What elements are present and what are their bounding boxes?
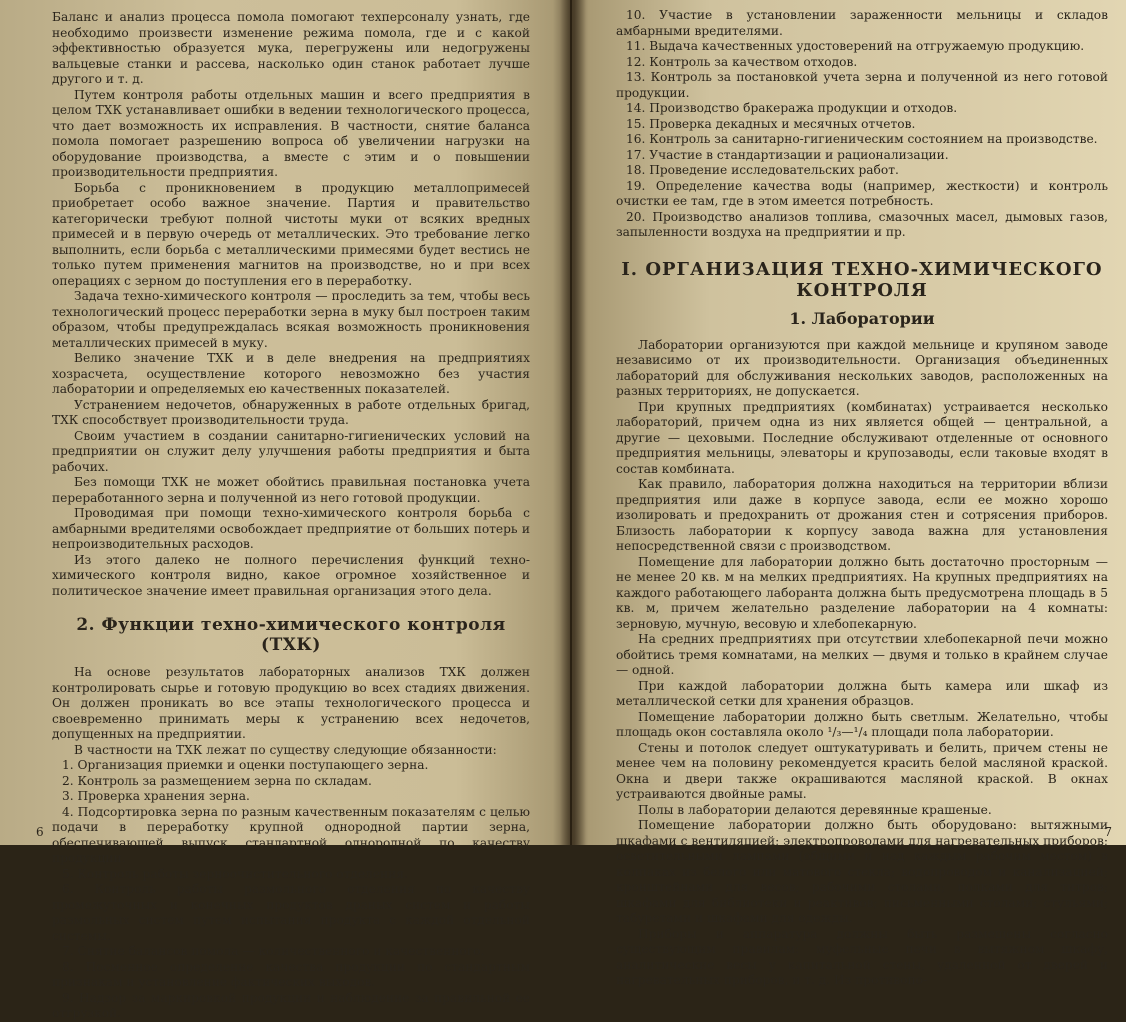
paragraph: Приборы и аппаратура должны быть размещены согласно существующим правилам: муфельные печи в вытяжном шкафу, аналитические весы у капитальной стены, удаленной от дверей и нагревательных приборов, и т. д. Из противопо- xyxy=(616,926,1108,987)
paragraph: Борьба с проникновением в продукцию металлопримесей приобретает особо важное значение. Партия и правительство категорически требуют полной чистоты муки от всяких вредных примесей и в первую очередь от металлических. Это требование легко выполнить, если борьба с металлическими примесями будет вестись не только путем применения магнитов на производстве, но и при всех операциях с зерном до поступления его в переработку. xyxy=(52,180,530,288)
list-item: 16. Контроль за санитарно-гигиеническим состоянием на производстве. xyxy=(626,132,1098,146)
paragraph: При каждой лаборатории должна быть камера или шкаф из металлической сетки для хранения образцов. xyxy=(616,678,1108,708)
paragraph: На средних предприятиях при отсутствии хлебопекарной печи можно обойтись тремя комнатами, на мелких — двумя и только в крайнем случае — одной. xyxy=(616,632,1108,677)
list-item: 9. Надзор за маркировкой продукции и наблюдение за правильной ее отгрузкой. xyxy=(52,990,530,1020)
paragraph: В частности на ТХК лежат по существу следующие обязанности: xyxy=(74,742,497,757)
right-page xyxy=(572,0,1126,987)
list-item: 5. Контроль работы зерноочистительного отделения. xyxy=(62,866,408,881)
paragraph: Устранением недочетов, обнаруженных в работе отдельных бригад, ТХК способствует производительности труда. xyxy=(52,397,530,427)
list-item: 20. Производство анализов топлива, смазочных масел, дымовых газов, запыленности воздуха на предприятии и пр. xyxy=(616,209,1108,239)
list-item: 4. Подсортировка зерна по разным качественным показателям с целью подачи в переработку крупной однородной партии зерна, обеспечивающей выпуск стандартной однородной по качеству продукции. xyxy=(52,804,530,865)
book-gutter xyxy=(560,0,586,845)
list-item: 6. Контроль работы размольного отделения по качеству промежуточных и конечных продуктов драных систем и работы размольных систем путем испытания продукта с каждой отдельной системы. xyxy=(52,882,530,943)
paragraph: Лаборатории организуются при каждой мельнице и крупяном заводе независимо от их производительности. Организация объединенных лабораторий для обслуживания нескольких заводов, расположенных на разных территориях, не допускается. xyxy=(616,337,1108,398)
section-heading-laboratories: 1. Лаборатории xyxy=(789,308,935,328)
list-item: 7. Снятие балансов помола — количественного и качественного. xyxy=(62,944,485,958)
duties-list xyxy=(52,758,530,1022)
right-body-text xyxy=(616,338,1108,989)
left-top-text xyxy=(52,10,530,599)
list-item: 1. Организация приемки и оценки поступающего зерна. xyxy=(62,758,429,772)
paragraph: При крупных предприятиях (комбинатах) устраивается несколько лабораторий, причем одна из них является общей — центральной, а другие — цеховыми. Последние обслуживают отделенные от основного предприятия мельницы, элеваторы и крупозаводы, если таковые входят в состав комбината. xyxy=(616,399,1108,476)
paragraph: Своим участием в создании санитарно-гигиенических условий на предприятии он служит делу улучшения работы предприятия и быта рабочих. xyxy=(52,428,530,474)
paragraph: На основе результатов лабораторных анализов ТХК должен контролировать сырье и готовую продукцию во всех стадиях движения. Он должен проникать во все этапы технологического процесса и своевременно принимать меры к устранению всех недочетов, допущенных на предприятии. xyxy=(52,665,530,741)
page-number-right: 7 xyxy=(1104,825,1112,839)
list-item: 15. Проверка декадных и месячных отчетов. xyxy=(626,116,916,131)
list-item: 10. Участие в установлении зараженности мельницы и складов амбарными вредителями. xyxy=(616,8,1108,38)
list-item: 8. Посменное определение качества продукции по стандартным признакам и установление фактических выходов. xyxy=(52,959,530,989)
paragraph: Без помощи ТХК не может обойтись правильная постановка учета переработанного зерна и полученной из него готовой продукции. xyxy=(52,475,530,505)
list-item: 3. Проверка хранения зерна. xyxy=(62,789,250,803)
paragraph: Путем контроля работы отдельных машин и всего предприятия в целом ТХК устанавливает ошибки в ведении технологического процесса, что дает возможность их исправления. В частности, снятие баланса помола помогает разрешению вопроса об увеличении нагрузки на оборудование производства, а вместе с этим и о повышении производительности предприятия. xyxy=(52,87,530,179)
list-item: 14. Производство бракеража продукции и отходов. xyxy=(626,101,958,115)
paragraph: Велико значение ТХК и в деле внедрения на предприятиях хозрасчета, осуществление которого невозможно без участия лаборатории и определяемых ею качественных показателей. xyxy=(52,351,530,396)
chapter-heading: I. ОРГАНИЗАЦИЯ ТЕХНО-ХИМИЧЕСКОГО КОНТРОЛЯ xyxy=(621,258,1103,301)
list-item: 18. Проведение исследовательских работ. xyxy=(626,163,899,177)
duties-list-continued xyxy=(616,8,1108,241)
paragraph: Стены и потолок следует оштукатуривать и белить, причем стены не менее чем на половину рекомендуется красить белой масляной краской. Окна и двери также окрашиваются масляной краской. В окнах устраиваются двойные рамы. xyxy=(616,740,1108,801)
list-item: 19. Определение качества воды (например, жесткости) и контроль очистки ее там, где в этом имеется потребность. xyxy=(616,178,1108,208)
page-number-left: 6 xyxy=(36,825,44,839)
paragraph: Помещение лаборатории должно быть оборудовано: вытяжными шкафами с вентиляцией; электропроводами для нагревательных приборов; осветительными лампами (общими и над каждым рабочим местом) в колпаках из белого или матового стекла; водопроводом и канализацией; кронштейнами для весов; рабочими столами; полками для титров; шкафами для библиотеки и реактивов; письменными столами; стульями; табуретами и шкафами для одежды. xyxy=(616,818,1108,925)
paragraph: Помещение лаборатории должно быть светлым. Желательно, чтобы площадь окон составляла около ¹/₃—¹/₄ площади пола лаборатории. xyxy=(616,709,1108,739)
list-item: 13. Контроль за постановкой учета зерна и полученной из него готовой продукции. xyxy=(616,70,1108,100)
section-heading-functions: 2. Функции техно-химического контроля (ТХК) xyxy=(76,615,506,655)
paragraph: Проводимая при помощи техно-химического контроля борьба с амбарными вредителями освобождает предприятие от больших потерь и непроизводительных расходов. xyxy=(52,506,530,551)
paragraph: Полы в лаборатории делаются деревянные крашеные. xyxy=(638,802,992,817)
list-item: 2. Контроль за размещением зерна по складам. xyxy=(62,773,372,788)
paragraph: Помещение для лаборатории должно быть достаточно просторным — не менее 20 кв. м на мелких предприятиях. На крупных предприятиях на каждого работающего лаборанта должна быть предусмотрена площадь в 5 кв. м, причем желательно разделение лаборатории на 4 комнаты: зерновую, мучную, весовую и хлебопекарную. xyxy=(616,554,1108,631)
paragraph: Из этого далеко не полного перечисления функций техно-химического контроля видно, какое огромное хозяйственное и политическое значение имеет правильная организация этого дела. xyxy=(52,552,530,598)
list-item: 11. Выдача качественных удостоверений на отгружаемую продукцию. xyxy=(626,39,1085,53)
list-item: 17. Участие в стандартизации и рационализации. xyxy=(626,147,949,162)
paragraph: Баланс и анализ процесса помола помогают техперсоналу узнать, где необходимо произвести изменение режима помола, где и с какой эффективностью образуется мука, перегружены или недогружены вальцевые станки и рассева, насколько один станок работает лучше другого и т. д. xyxy=(52,10,530,86)
list-item: 12. Контроль за качеством отходов. xyxy=(626,54,858,69)
paragraph: Как правило, лаборатория должна находиться на территории вблизи предприятия или даже в корпусе завода, если ее можно хорошо изолировать и предохранить от дрожания стен и сотрясения приборов. Близость лаборатории к корпусу завода важна для установления непосредственной связи с производством. xyxy=(616,477,1108,553)
paragraph: Задача техно-химического контроля — проследить за тем, чтобы весь технологический процесс переработки зерна в муку был построен таким образом, чтобы предупреждалась всякая возможность проникновения металлических примесей в муку. xyxy=(52,289,530,350)
